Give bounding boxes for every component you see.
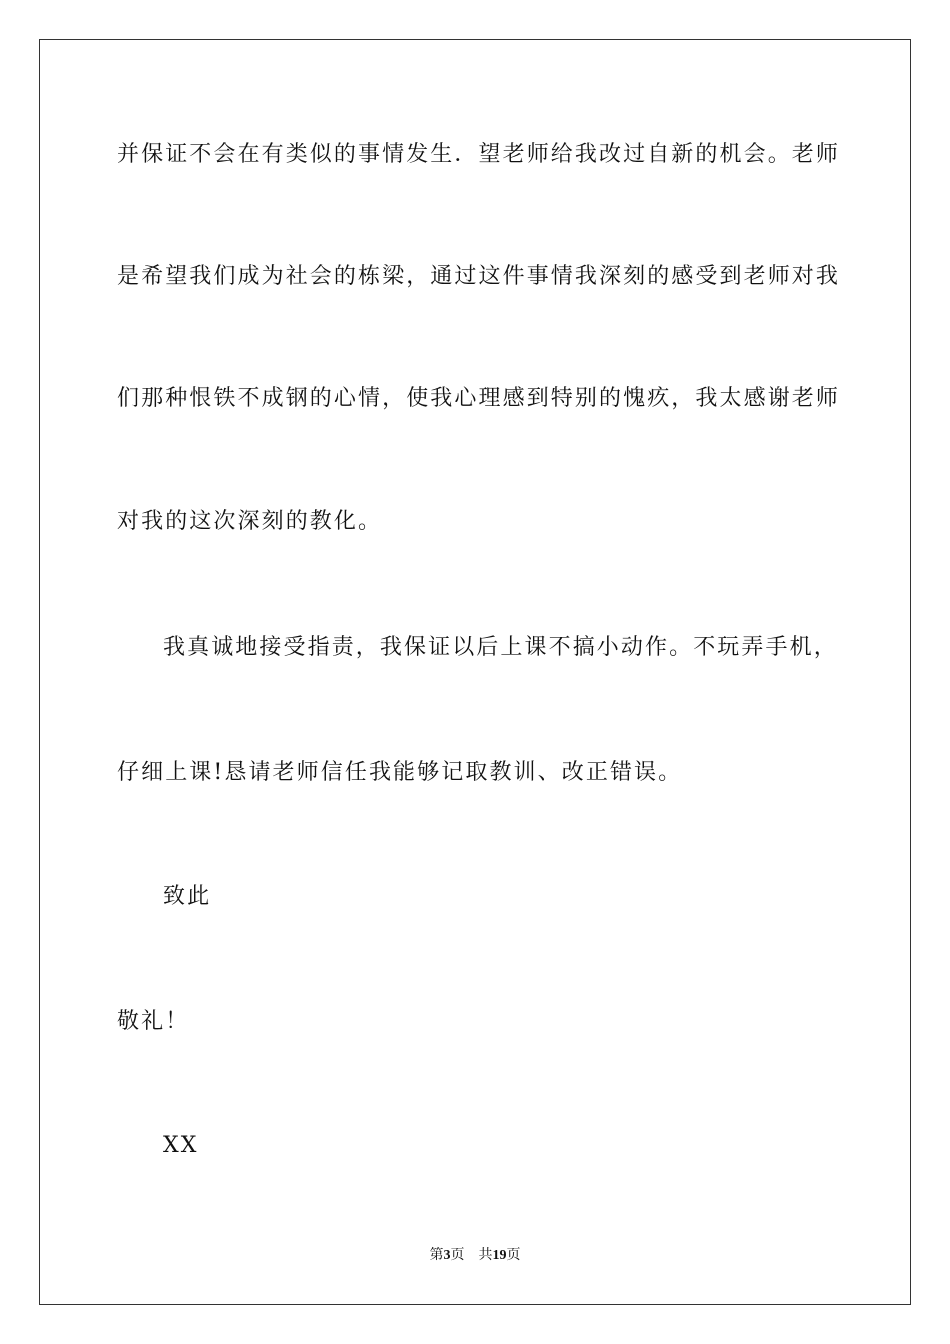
page-footer [0,1247,950,1265]
body-paragraph-2-line-2: 仔细上课!恳请老师信任我能够记取教训、改正错误。 [117,760,683,785]
body-line-3: 们那种恨铁不成钢的心情，使我心理感到特别的愧疚，我太感谢老师 [117,386,841,411]
total-prefix: 共 [478,1248,493,1263]
page-prefix: 第 [429,1248,444,1263]
page-suffix: 页 [450,1248,465,1263]
total-suffix: 页 [506,1248,521,1263]
page-border [39,39,911,1305]
signature: XX [163,1133,199,1158]
body-line-2: 是希望我们成为社会的栋梁，通过这件事情我深刻的感受到老师对我 [117,264,841,289]
page-current: 3 [443,1248,451,1263]
body-line-4: 对我的这次深刻的教化。 [117,509,383,534]
closing-regards: 敬礼！ [117,1009,190,1034]
body-paragraph-2-line-1: 我真诚地接受指责，我保证以后上课不搞小动作。不玩弄手机， [163,635,838,660]
body-line-1: 并保证不会在有类似的事情发生．望老师给我改过自新的机会。老师 [117,142,841,167]
page-total: 19 [492,1248,507,1263]
closing-salutation: 致此 [163,884,212,909]
